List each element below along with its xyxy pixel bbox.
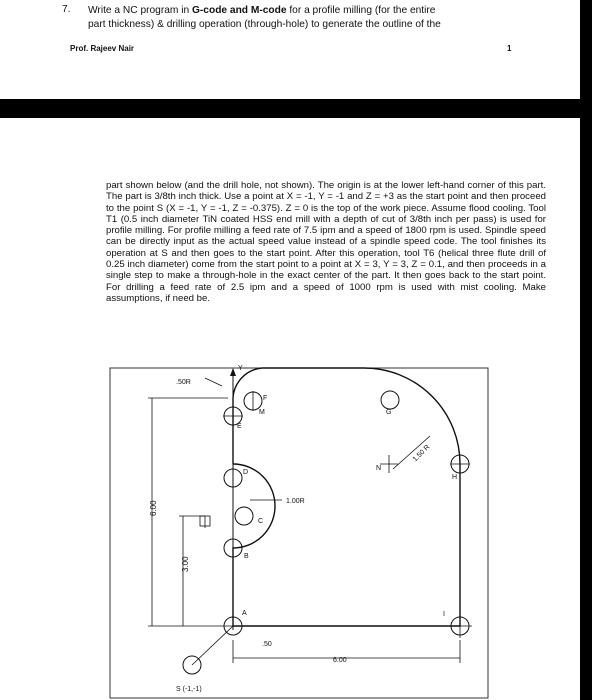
author-name: Prof. Rajeev Nair [70, 44, 135, 53]
part-outline [233, 368, 460, 626]
point-c-label: C [258, 518, 264, 525]
page-top [0, 0, 580, 99]
vertical-dimensions [148, 398, 228, 626]
part-drawing [0, 118, 580, 700]
point-e-label: E [237, 423, 242, 430]
question-number: 7. [62, 4, 71, 15]
point-b-label: B [244, 553, 249, 560]
crosshairs [192, 391, 472, 665]
point-a-label: A [242, 610, 247, 617]
radius-050-leader [205, 378, 222, 386]
start-point-label: S (-1,-1) [176, 686, 202, 693]
convex-arc-100 [233, 464, 275, 626]
point-i-label: I [443, 611, 445, 618]
tool-circle-g [381, 391, 399, 409]
question-text-top: Write a NC program in G-code and M-code for a profile milling (for the entire part thickness) & drilling operation (through-hole) to generate the outline of the [88, 5, 441, 30]
dim-600-vert-label: 6.00 [149, 500, 158, 516]
dim-050r-label: .50R [176, 379, 191, 386]
tool-circle-c [235, 507, 253, 525]
point-f-label: F [263, 395, 268, 402]
dim-100r-label: 1.00R [286, 498, 305, 505]
y-axis-arrow [230, 368, 236, 376]
dim-150r-label: 1.50 R [411, 443, 432, 464]
gcode-mcode-bold: G-code and M-code [191, 5, 287, 16]
dim-300-vert-label: 3.00 [181, 556, 190, 572]
page-number: 1 [507, 44, 512, 53]
point-n-label: N [376, 465, 382, 472]
point-d-label: D [243, 469, 249, 476]
dim-600-horiz-label: 6.00 [333, 657, 347, 664]
problem-paragraph: part shown below (and the drill hole, not shown). The origin is at the lower left-hand corner of this part. The part is 3/8th inch thick. Use a point at X = -1, Y = -1 and Z = +3 as the start point and then proceed to the point S (X = -1, Y = -1, Z = -0.375). Z = 0 is the top of the work piece. Assume flood cooling. Tool T1 (0.5 inch diameter TiN coated HSS end mill with a depth of cut of 3/8th inch per pass) is used for profile milling. For profile milling a feed rate of 7.5 ipm and a speed of 1800 rpm is used. Spindle speed can be directly input as the actual speed value instead of a spindle speed code. The tool finishes its operation at S and then goes to the start point. After this operation, tool T6 (helical three flute drill of 0.25 inch diameter) come from the start point to a point at X = 3, Y = 3, Z = 0.1, and then proceeds in a single step to make a through-hole in the exact center of the part. It then goes back to the start point. For drilling a feed rate of 2.5 ipm and a speed of 1000 rpm is used with mist cooling. Make assumptions, if need be. [106, 180, 546, 304]
dim-050-label: .50 [262, 641, 272, 648]
point-h-label: H [452, 474, 458, 481]
point-m-label: M [259, 409, 265, 416]
point-g-label: G [386, 409, 392, 416]
drawing-frame [110, 368, 488, 698]
y-axis-label: Y [238, 365, 243, 372]
page-main [0, 118, 580, 700]
